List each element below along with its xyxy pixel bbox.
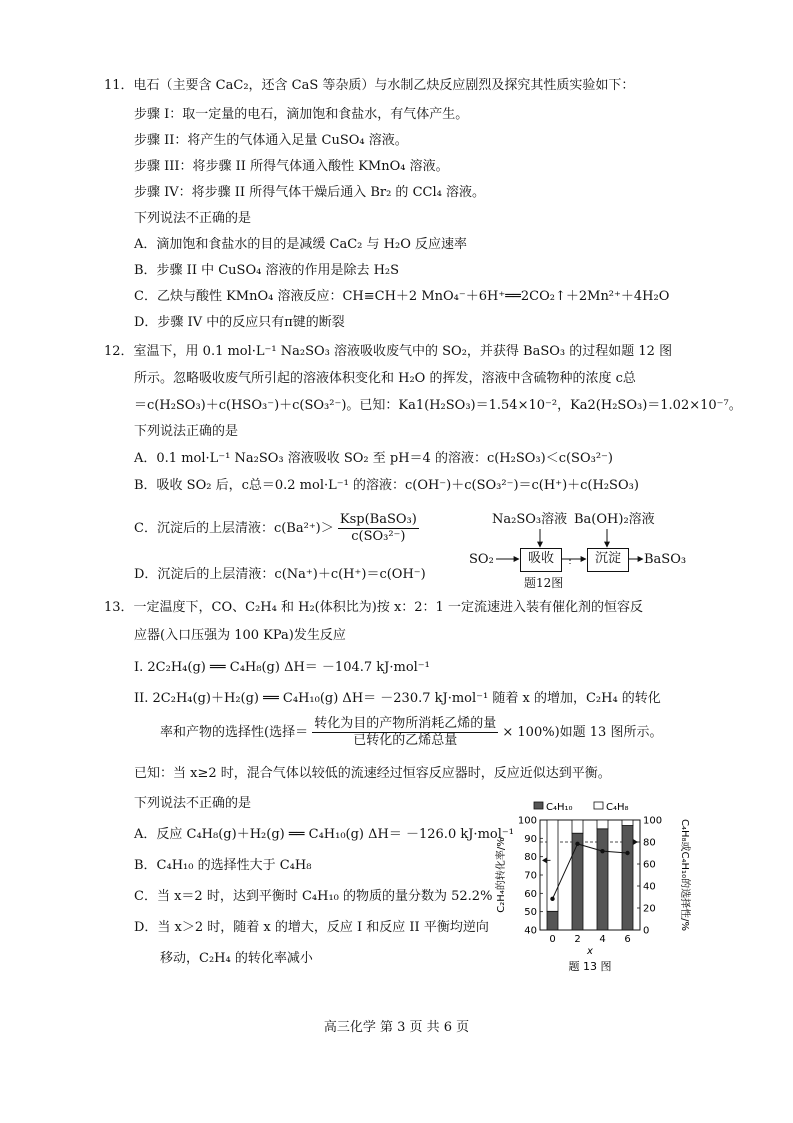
q11-option-d: D．步骤 IV 中的反应只有π键的断裂 [134, 315, 345, 330]
point-c2h4-conversion [575, 842, 579, 846]
y-tick-label: 60 [524, 888, 537, 900]
y-tick-label: 50 [524, 907, 537, 919]
q13-option-d-cont: 移动，C₂H₄ 的转化率减小 [160, 951, 313, 966]
fig12-output-baso3: BaSO₃ [644, 552, 687, 567]
q12-option-c-numerator: Ksp(BaSO₃) [339, 512, 417, 527]
q12-option-c-fraction [338, 512, 419, 545]
y2-axis-label: C₄H₈或C₄H₁₀的选择性/% [679, 819, 690, 931]
y2-tick-label: 100 [643, 815, 663, 827]
y-tick-label: 100 [517, 815, 537, 827]
q12-option-c-prefix: C．沉淀后的上层清液：c(Ba²⁺)＞ [134, 521, 334, 536]
bar-c4h8 [597, 820, 608, 829]
arrowhead-right [633, 839, 638, 845]
x-tick-label: 4 [599, 934, 606, 945]
q13-known: 已知：当 x≥2 时，混合气体以较低的流速经过恒容反应器时，反应近似达到平衡。 [134, 766, 611, 781]
q11-option-a: A．滴加饱和食盐水的目的是减缓 CaC₂ 与 H₂O 反应速率 [134, 237, 467, 252]
q11-step-3: 步骤 III：将步骤 II 所得气体通入酸性 KMnO₄ 溶液。 [134, 159, 449, 174]
q12-ask: 下列说法正确的是 [134, 424, 239, 439]
q12-option-a: A．0.1 mol·L⁻¹ Na₂SO₃ 溶液吸收 SO₂ 至 pH＝4 的溶液：c(H₂SO₃)＜c(SO₃²⁻) [134, 451, 613, 466]
bar-c4h8 [622, 820, 633, 826]
fig12-caption: 题12图 [524, 576, 564, 590]
bar-c4h10 [622, 826, 633, 931]
q11-ask: 下列说法不正确的是 [134, 211, 252, 226]
q11-step-1: 步骤 I：取一定量的电石，滴加饱和食盐水，有气体产生。 [134, 107, 469, 122]
fig12-box-absorb: 吸收 [520, 548, 562, 572]
q13-selectivity-numerator: 转化为目的产物所消耗乙烯的量 [314, 716, 497, 731]
q13-stem-1: 13．一定温度下，CO、C₂H₄ 和 H₂(体积比为)按 x：2：1 一定流速进入装有催化剂的恒容反 [104, 600, 643, 615]
figure-13-chart [490, 798, 695, 980]
page-footer: 高三化学 第 3 页 共 6 页 [323, 1020, 470, 1035]
q12-stem-1: 12．室温下，用 0.1 mol·L⁻¹ Na₂SO₃ 溶液吸收废气中的 SO₂，并获得 BaSO₃ 的过程如题 12 图 [104, 344, 673, 359]
q13-option-b: B．C₄H₁₀ 的选择性大于 C₄H₈ [134, 858, 312, 873]
line-c2h4-conversion [553, 844, 628, 899]
legend-c4h8-label: C₄H₈ [606, 802, 629, 813]
q12-stem-2: 所示。忽略吸收废气所引起的溶液体积变化和 H₂O 的挥发，溶液中含硫物种的浓度 c总 [134, 371, 636, 386]
point-c2h4-conversion [550, 897, 554, 901]
legend-c4h8-swatch [594, 802, 603, 809]
figure-13-caption: 题 13 图 [568, 960, 612, 973]
bar-c4h10 [597, 829, 608, 930]
q11-step-4: 步骤 IV：将步骤 II 所得气体干燥后通入 Br₂ 的 CCl₄ 溶液。 [134, 185, 485, 200]
q11-step-2: 步骤 II：将产生的气体通入足量 CuSO₄ 溶液。 [134, 133, 408, 148]
q12-option-b: B．吸收 SO₂ 后，c总＝0.2 mol·L⁻¹ 的溶液：c(OH⁻)＋c(SO₃²⁻)＝c(H⁺)＋c(H₂SO₃) [134, 478, 639, 493]
y-tick-label: 80 [524, 852, 537, 864]
q13-stem-2: 应器(入口压强为 100 KPa)发生反应 [134, 628, 346, 643]
q12-stem-3: ＝c(H₂SO₃)＋c(HSO₃⁻)＋c(SO₃²⁻)。已知：Ka1(H₂SO₃)＝1.54×10⁻²，Ka2(H₂SO₃)＝1.02×10⁻⁷。 [134, 398, 742, 413]
legend-c4h10-label: C₄H₁₀ [546, 802, 573, 813]
fig12-box-precipitate: 沉淀 [587, 548, 629, 572]
q12-option-d: D．沉淀后的上层清液：c(Na⁺)＋c(H⁺)＝c(OH⁻) [134, 567, 426, 582]
x-axis-label: x [587, 946, 593, 957]
x-tick-label: 2 [574, 934, 581, 945]
point-c2h4-conversion [600, 849, 604, 853]
arrowhead-left [542, 857, 547, 863]
y-tick-label: 90 [524, 833, 537, 845]
q13-selectivity-fraction [312, 716, 498, 749]
fig12-reagent-na2so3: Na₂SO₃溶液 [492, 512, 568, 527]
x-tick-label: 0 [549, 934, 556, 945]
y-tick-label: 70 [524, 870, 537, 882]
q13-selectivity-denominator: 已转化的乙烯总量 [353, 733, 458, 748]
q13-selectivity-prefix: 率和产物的选择性(选择＝ [160, 725, 309, 740]
q13-option-d: D．当 x＞2 时，随着 x 的增大，反应 I 和反应 II 平衡均逆向 [134, 920, 489, 935]
bar-c4h10 [547, 911, 558, 930]
q13-reaction-2: II. 2C₂H₄(g)＋H₂(g) ══ C₄H₁₀(g) ΔH＝ －230.7 kJ·mol⁻¹ 随着 x 的增加，C₂H₄ 的转化 [134, 691, 661, 706]
q13-reaction-1: I. 2C₂H₄(g) ══ C₄H₈(g) ΔH＝ －104.7 kJ·mol⁻¹ [134, 660, 430, 675]
q11-stem: 11．电石（主要含 CaC₂，还含 CaS 等杂质）与水制乙炔反应剧烈及探究其性质实验如下： [104, 78, 635, 93]
fig12-reagent-baoh2: Ba(OH)₂溶液 [574, 512, 655, 527]
y-tick-label: 40 [524, 925, 537, 937]
q12-option-c [134, 512, 419, 546]
q13-option-c: C．当 x＝2 时，达到平衡时 C₄H₁₀ 的物质的量分数为 52.2% [134, 889, 493, 904]
y-axis-label: C₂H₄的转化率/% [496, 837, 507, 913]
bar-c4h8 [572, 820, 583, 833]
legend-c4h10-swatch [534, 802, 543, 809]
q13-ask: 下列说法不正确的是 [134, 796, 252, 811]
x-tick-label: 6 [624, 934, 631, 945]
q13-selectivity-suffix: × 100%)如题 13 图所示。 [502, 725, 663, 740]
fig12-input-so2: SO₂ [469, 552, 494, 567]
q11-option-b: B．步骤 II 中 CuSO₄ 溶液的作用是除去 H₂S [134, 263, 400, 278]
y2-tick-label: 20 [643, 903, 656, 915]
point-c2h4-conversion [625, 851, 629, 855]
y2-tick-label: 40 [643, 881, 656, 893]
y2-tick-label: 60 [643, 859, 656, 871]
q11-option-c: C．乙炔与酸性 KMnO₄ 溶液反应：CH≡CH＋2 MnO₄⁻＋6H⁺══2CO₂↑＋2Mn²⁺＋4H₂O [134, 289, 670, 304]
fig12-arrows [460, 525, 660, 565]
q13-option-a: A．反应 C₄H₈(g)＋H₂(g) ══ C₄H₁₀(g) ΔH＝ －126.0 kJ·mol⁻¹ [134, 827, 514, 842]
q12-option-c-denominator: c(SO₃²⁻) [351, 529, 406, 544]
bar-c4h10 [572, 833, 583, 930]
y2-tick-label: 80 [643, 837, 656, 849]
q13-selectivity-def [160, 716, 662, 750]
y2-tick-label: 0 [643, 925, 650, 937]
